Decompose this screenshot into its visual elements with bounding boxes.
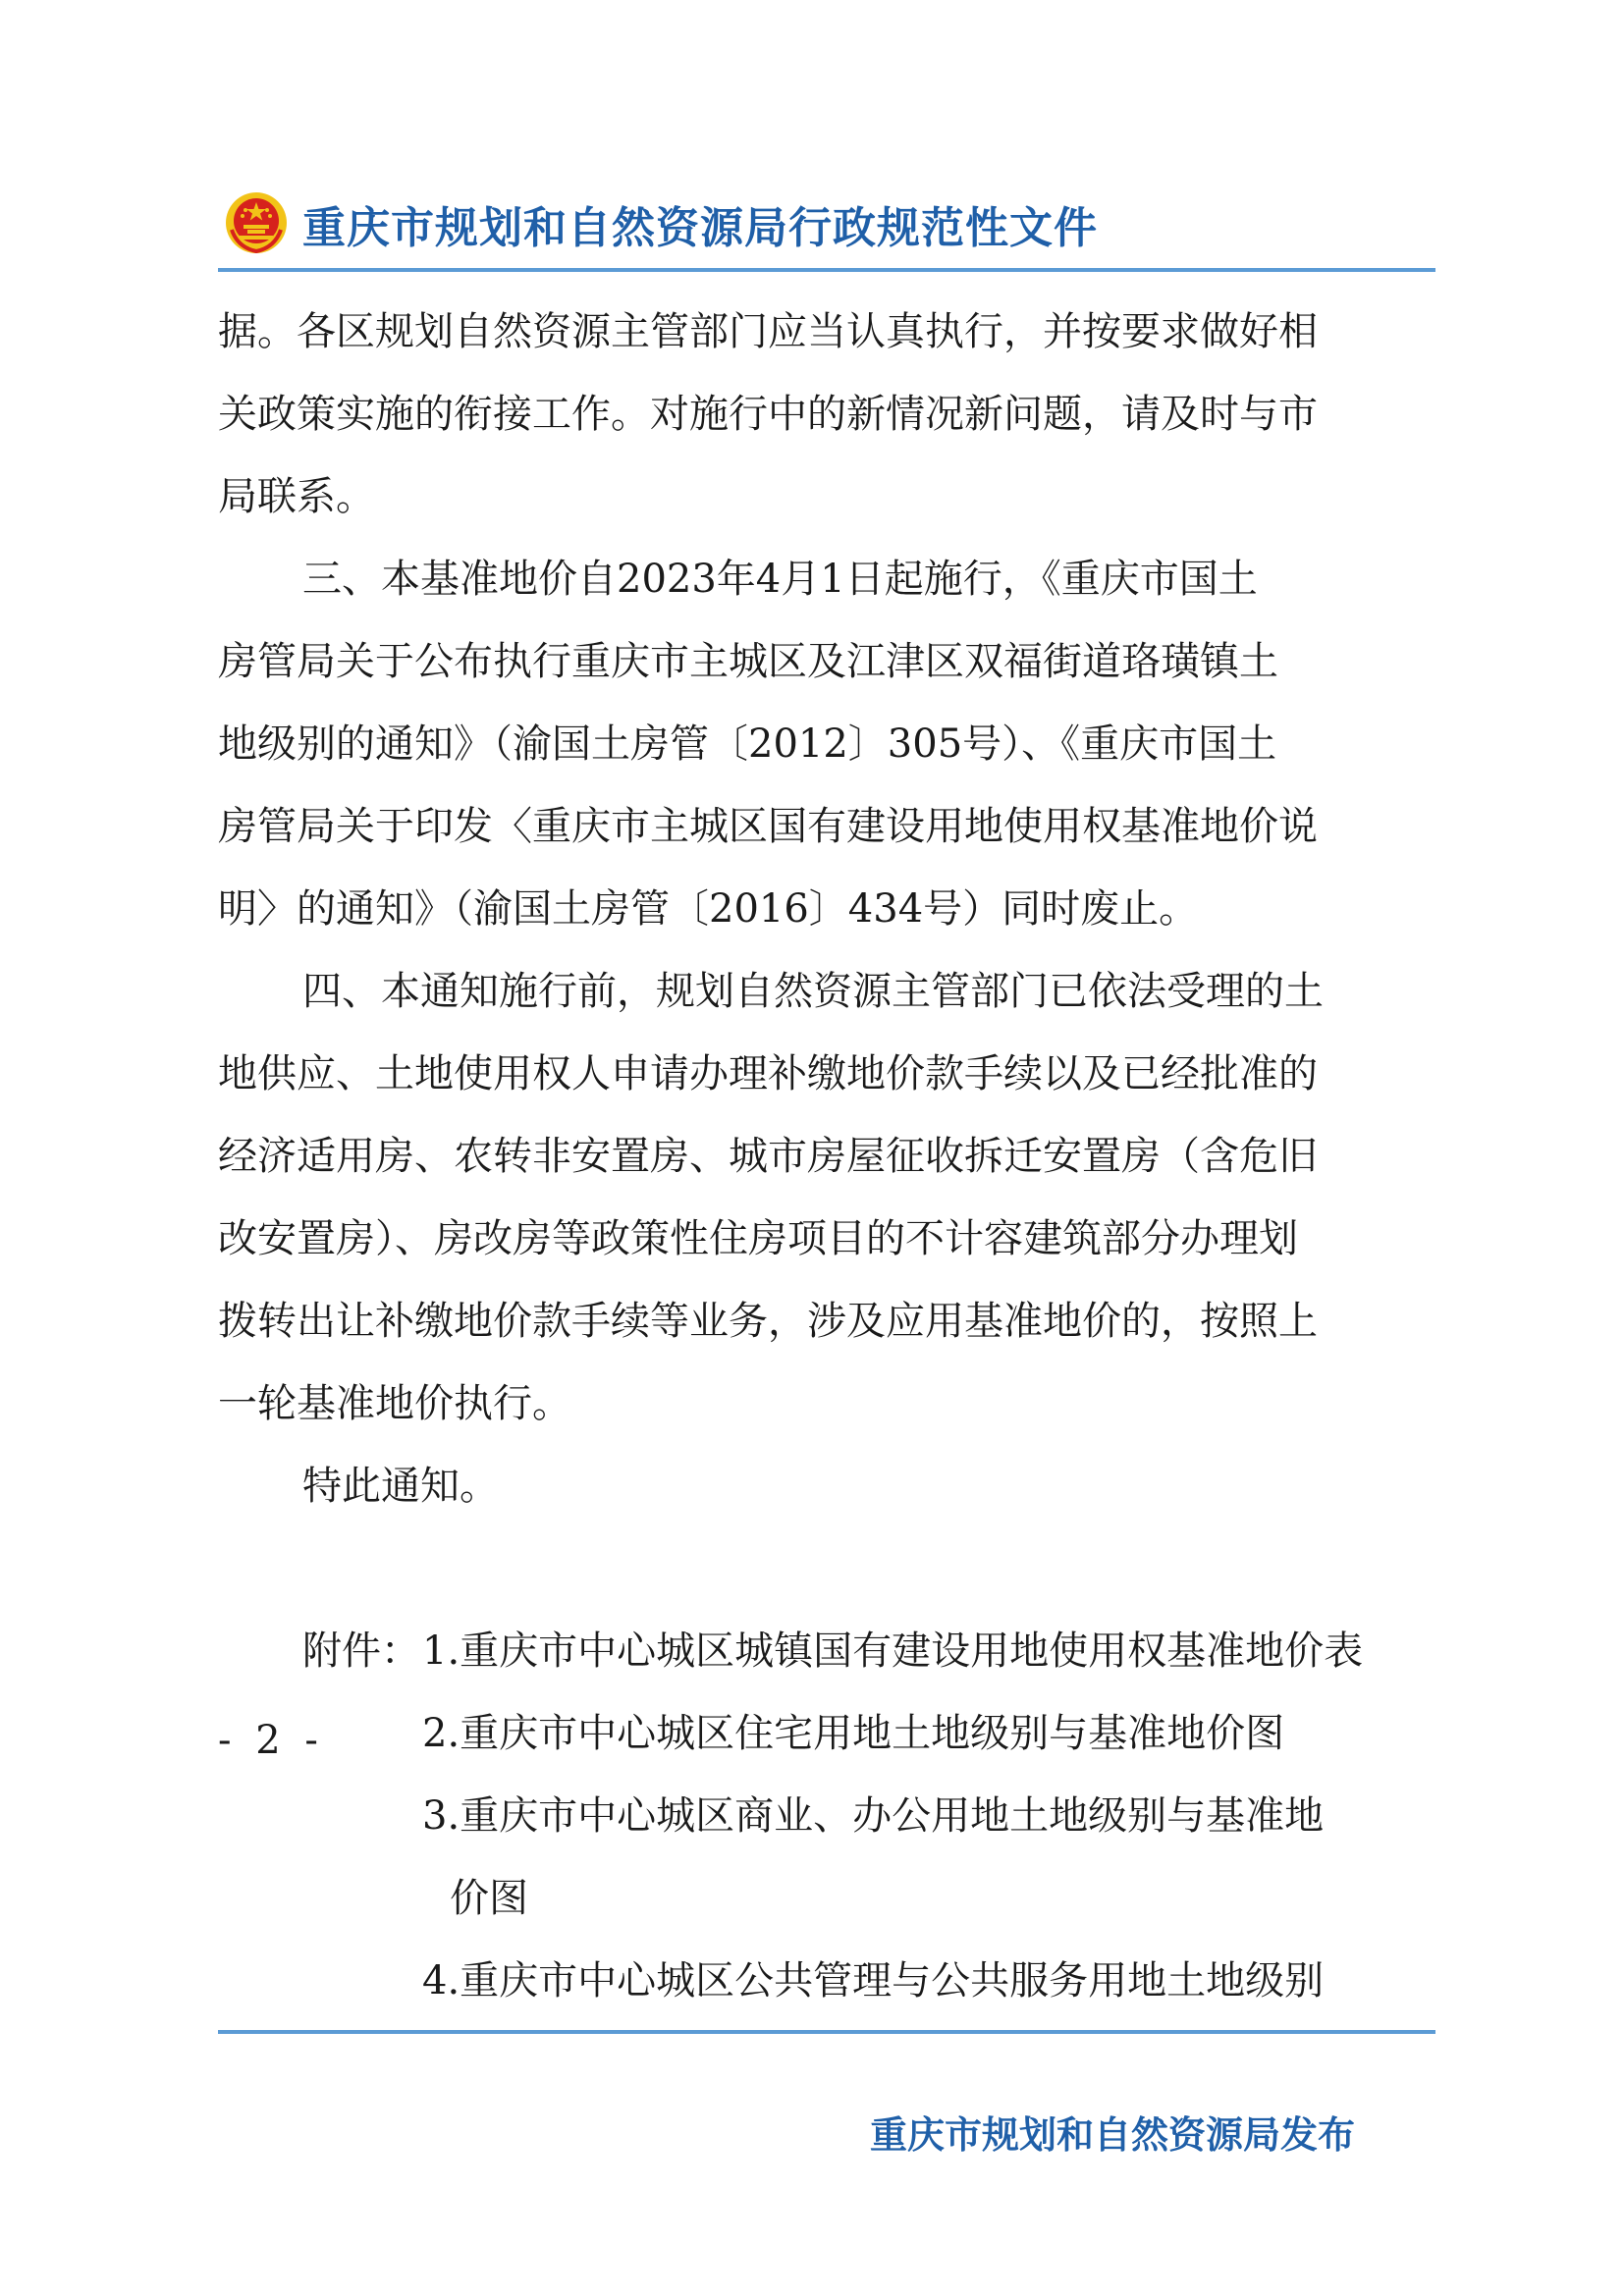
attachment-text: 4.重庆市中心城区公共管理与公共服务用地土地级别 (422, 1958, 1325, 2003)
attachment-item (218, 1857, 1435, 1940)
document-body (218, 291, 1435, 2022)
body-line: 明〉的通知》（渝国土房管〔2016〕434号）同时废止。 (218, 886, 1199, 932)
body-line: 一轮基准地价执行。 (218, 1381, 571, 1426)
attachment-item (218, 1940, 1435, 2022)
document-header (218, 185, 1435, 253)
body-line: 关政策实施的衔接工作。对施行中的新情况新问题，请及时与市 (218, 392, 1318, 437)
body-line: 四、本通知施行前，规划自然资源主管部门已依法受理的土 (302, 969, 1324, 1014)
body-line: 拨转出让补缴地价款手续等业务，涉及应用基准地价的，按照上 (218, 1299, 1318, 1344)
attachment-item (218, 1610, 1435, 1692)
footer-divider (218, 2030, 1435, 2034)
closing-line: 特此通知。 (302, 1464, 499, 1509)
national-emblem-icon (224, 190, 289, 255)
header-title: 重庆市规划和自然资源局行政规范性文件 (302, 203, 1098, 253)
body-line: 房管局关于印发〈重庆市主城区国有建设用地使用权基准地价说 (218, 804, 1318, 849)
page-number: - 2 - (218, 1718, 324, 1763)
attachment-item (218, 1692, 1435, 1775)
attachment-text: 3.重庆市中心城区商业、办公用地土地级别与基准地 (422, 1793, 1325, 1839)
attachment-text: 2.重庆市中心城区住宅用地土地级别与基准地价图 (422, 1711, 1285, 1756)
body-line: 改安置房）、房改房等政策性住房项目的不计容建筑部分办理划 (218, 1216, 1298, 1261)
body-line: 据。各区规划自然资源主管部门应当认真执行，并按要求做好相 (218, 309, 1318, 354)
attachment-text: 1.重庆市中心城区城镇国有建设用地使用权基准地价表 (422, 1629, 1364, 1674)
header-divider (218, 268, 1435, 272)
body-line: 三、本基准地价自2023年4月1日起施行，《重庆市国土 (302, 557, 1258, 602)
attachment-text: 价图 (450, 1876, 528, 1921)
spacer (218, 1527, 1435, 1610)
body-line: 地级别的通知》（渝国土房管〔2012〕305号）、《重庆市国土 (218, 721, 1277, 767)
body-line: 地供应、土地使用权人申请办理补缴地价款手续以及已经批准的 (218, 1051, 1318, 1096)
attachments-label: 附件： (302, 1629, 420, 1674)
body-line: 局联系。 (218, 474, 375, 519)
attachment-item (218, 1775, 1435, 1857)
body-line: 房管局关于公布执行重庆市主城区及江津区双福街道珞璜镇土 (218, 639, 1278, 684)
footer-publisher: 重庆市规划和自然资源局发布 (870, 2113, 1356, 2157)
body-line: 经济适用房、农转非安置房、城市房屋征收拆迁安置房（含危旧 (218, 1134, 1318, 1179)
